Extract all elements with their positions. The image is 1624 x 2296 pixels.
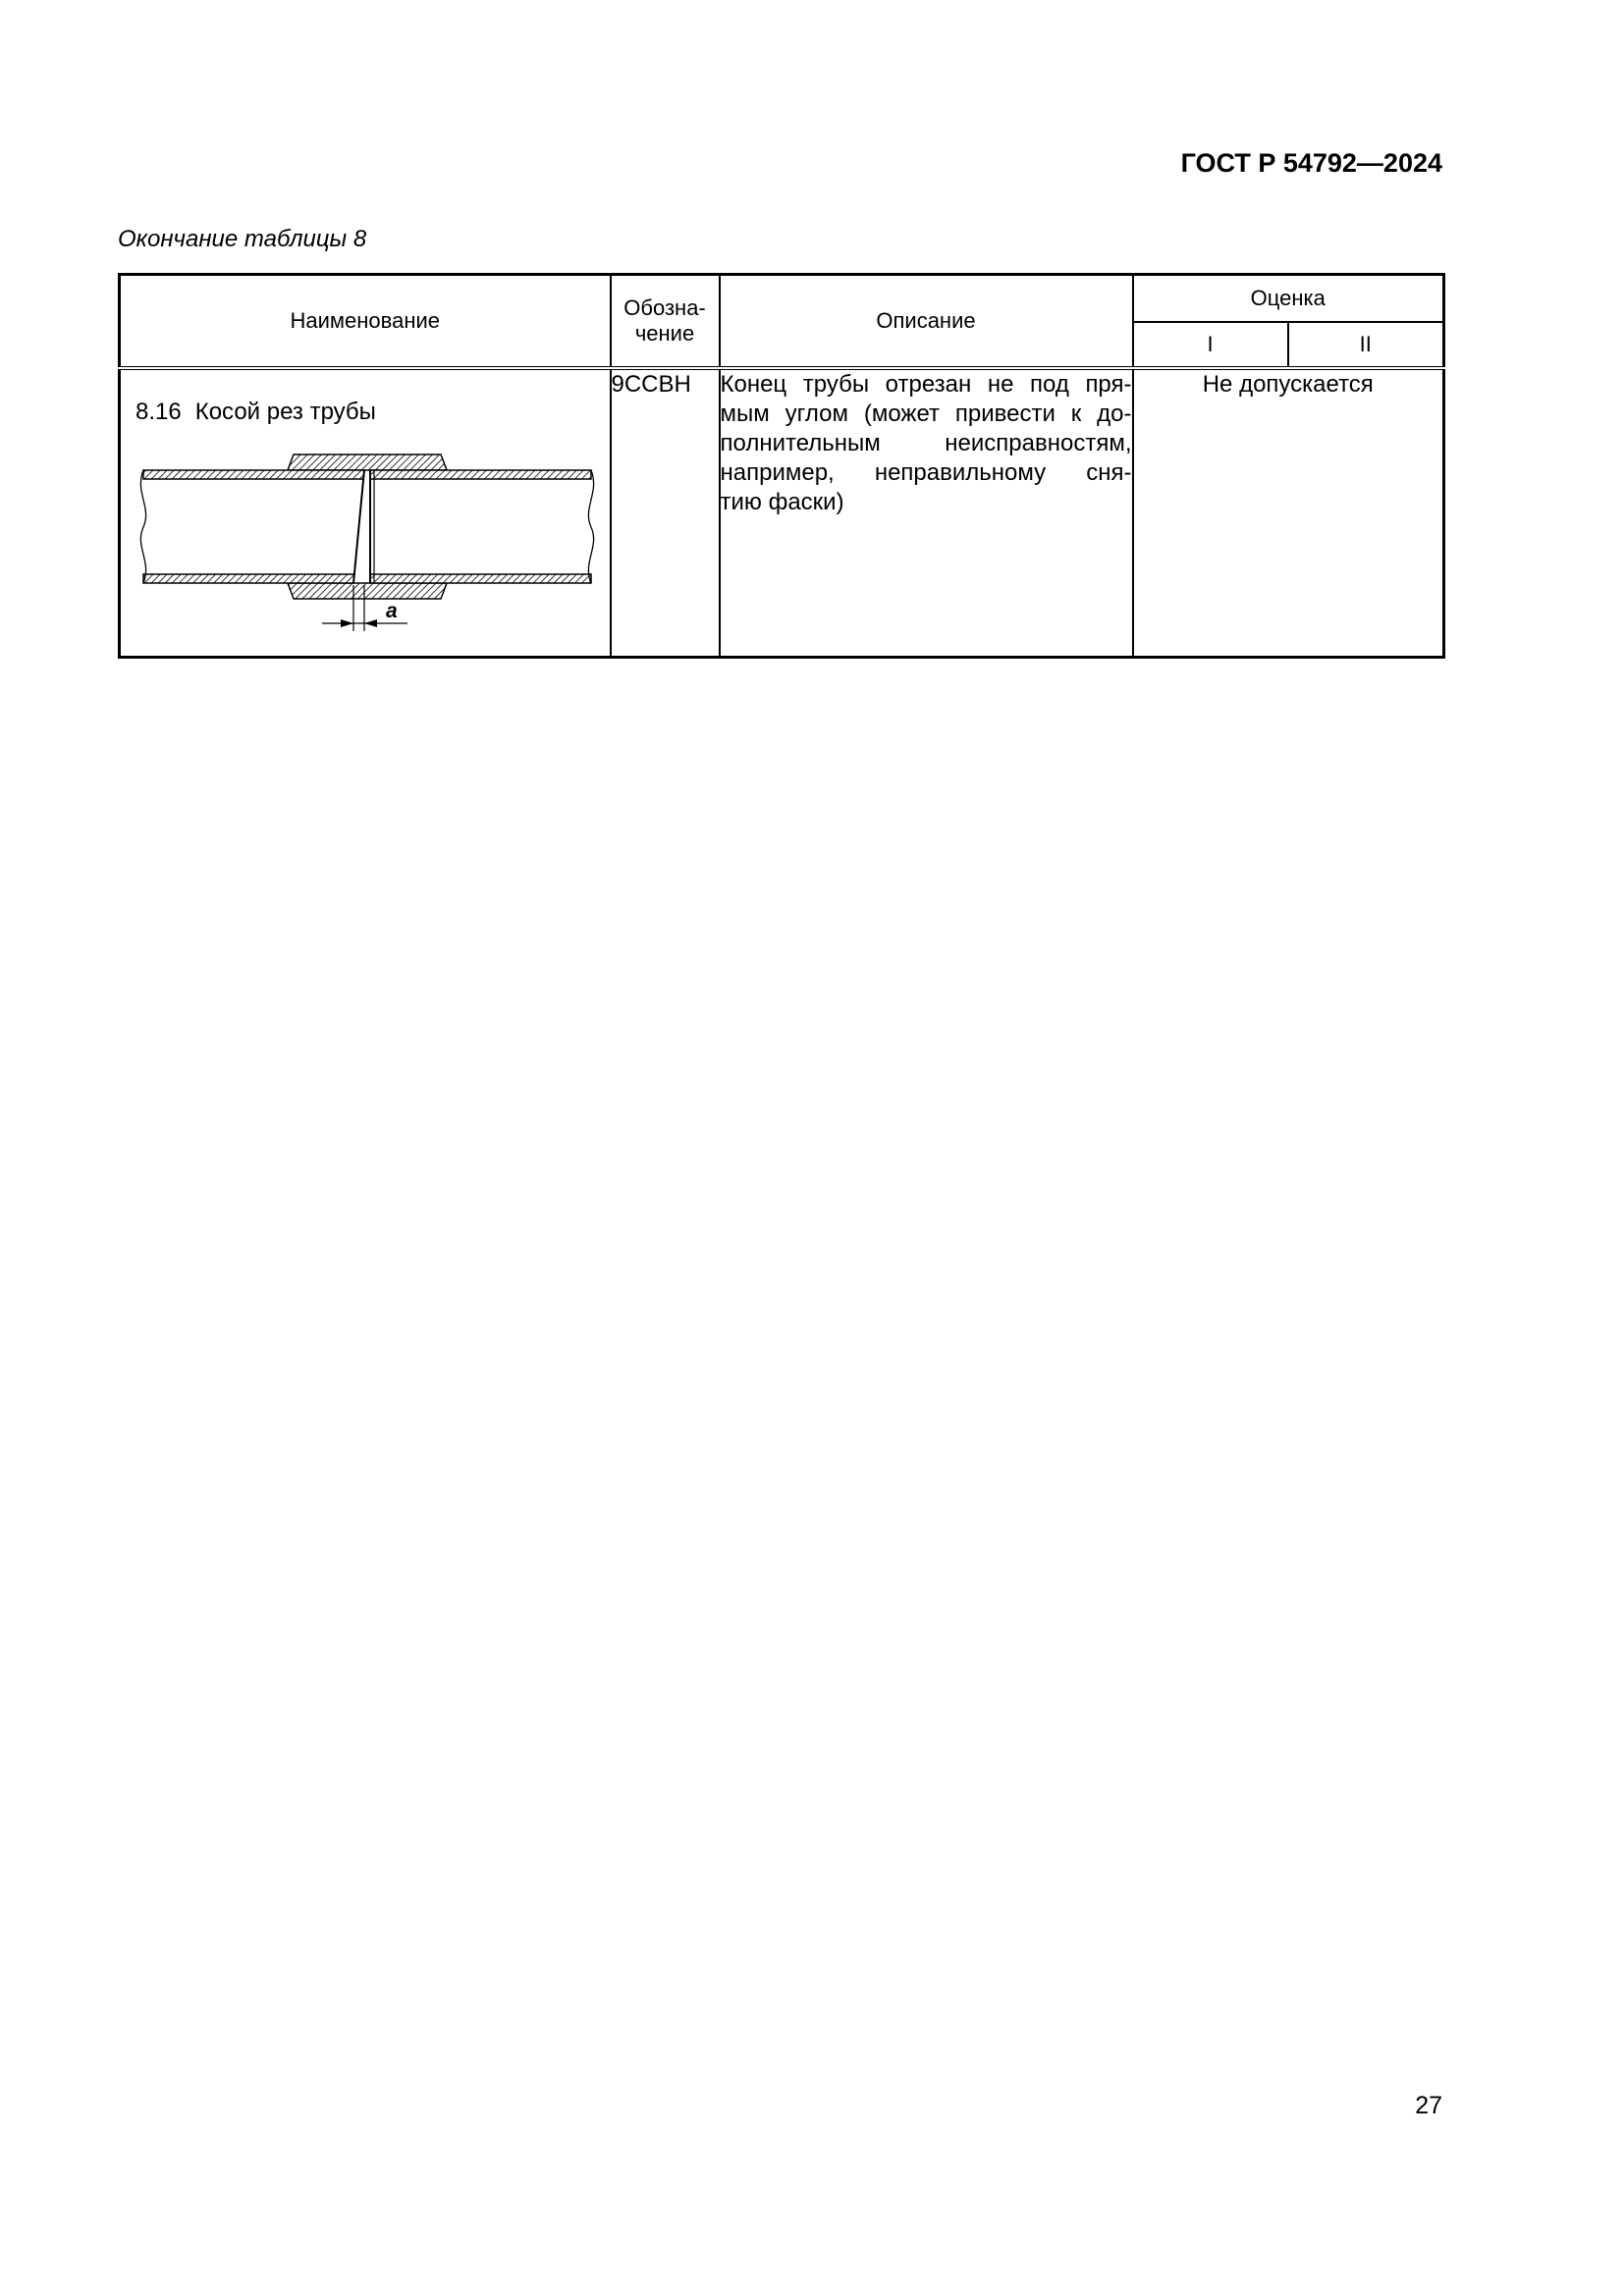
row-description-cell bbox=[720, 368, 1133, 658]
rating-value: Не допускается bbox=[1202, 370, 1374, 398]
column-header-rating: Оценка bbox=[1133, 275, 1444, 322]
left-break-line bbox=[140, 470, 145, 583]
dimension-arrow-right bbox=[364, 619, 377, 627]
column-header-name: Наименование bbox=[120, 275, 611, 368]
oblique-cut-pipe-drawing bbox=[121, 370, 610, 656]
row-name-cell bbox=[120, 368, 611, 658]
defect-title: Косой рез трубы bbox=[194, 398, 376, 425]
table-body bbox=[120, 368, 1444, 658]
table-caption: Окончание таблицы 8 bbox=[118, 226, 367, 252]
standard-identifier: ГОСТ Р 54792—2024 bbox=[1180, 148, 1442, 178]
designation-header-line-1: Обозна- bbox=[623, 294, 706, 320]
column-header-description: Описание bbox=[720, 275, 1133, 368]
name-cell-content bbox=[121, 370, 610, 656]
table-header bbox=[120, 275, 1444, 368]
sleeve-bottom-wall bbox=[288, 583, 447, 599]
row-designation-cell bbox=[611, 368, 720, 658]
dimension-label: a bbox=[386, 599, 398, 622]
defect-designation: 9ССВН bbox=[611, 370, 691, 398]
description-line: тию фаски) bbox=[720, 488, 844, 515]
table-row bbox=[120, 368, 1444, 658]
left-pipe-bottom-wall bbox=[143, 574, 354, 583]
page-number: 27 bbox=[1415, 2092, 1442, 2119]
description-line: мым углом (может привести к до- bbox=[720, 400, 1132, 427]
defect-number: 8.16 bbox=[135, 398, 182, 425]
description-line: например, неправильному сня- bbox=[720, 458, 1132, 486]
row-rating-cell bbox=[1133, 368, 1444, 658]
column-header-designation bbox=[611, 275, 720, 368]
sleeve-top-wall bbox=[288, 454, 447, 470]
description-line: Конец трубы отрезан не под пря- bbox=[720, 370, 1132, 398]
left-pipe-top-wall bbox=[143, 470, 364, 479]
defects-table bbox=[118, 273, 1445, 659]
column-header-rating-level-2: II bbox=[1288, 322, 1444, 368]
designation-header-line-2: чение bbox=[634, 320, 695, 346]
header-row-1 bbox=[120, 275, 1444, 322]
right-pipe-bottom-wall bbox=[370, 574, 591, 583]
right-pipe-top-wall bbox=[370, 470, 591, 479]
oblique-cut-edge bbox=[353, 470, 364, 583]
right-break-line bbox=[588, 470, 593, 583]
column-header-rating-level-1: I bbox=[1133, 322, 1288, 368]
dimension-arrow-left bbox=[341, 619, 353, 627]
description-line: полнительным неисправностям, bbox=[720, 429, 1132, 456]
